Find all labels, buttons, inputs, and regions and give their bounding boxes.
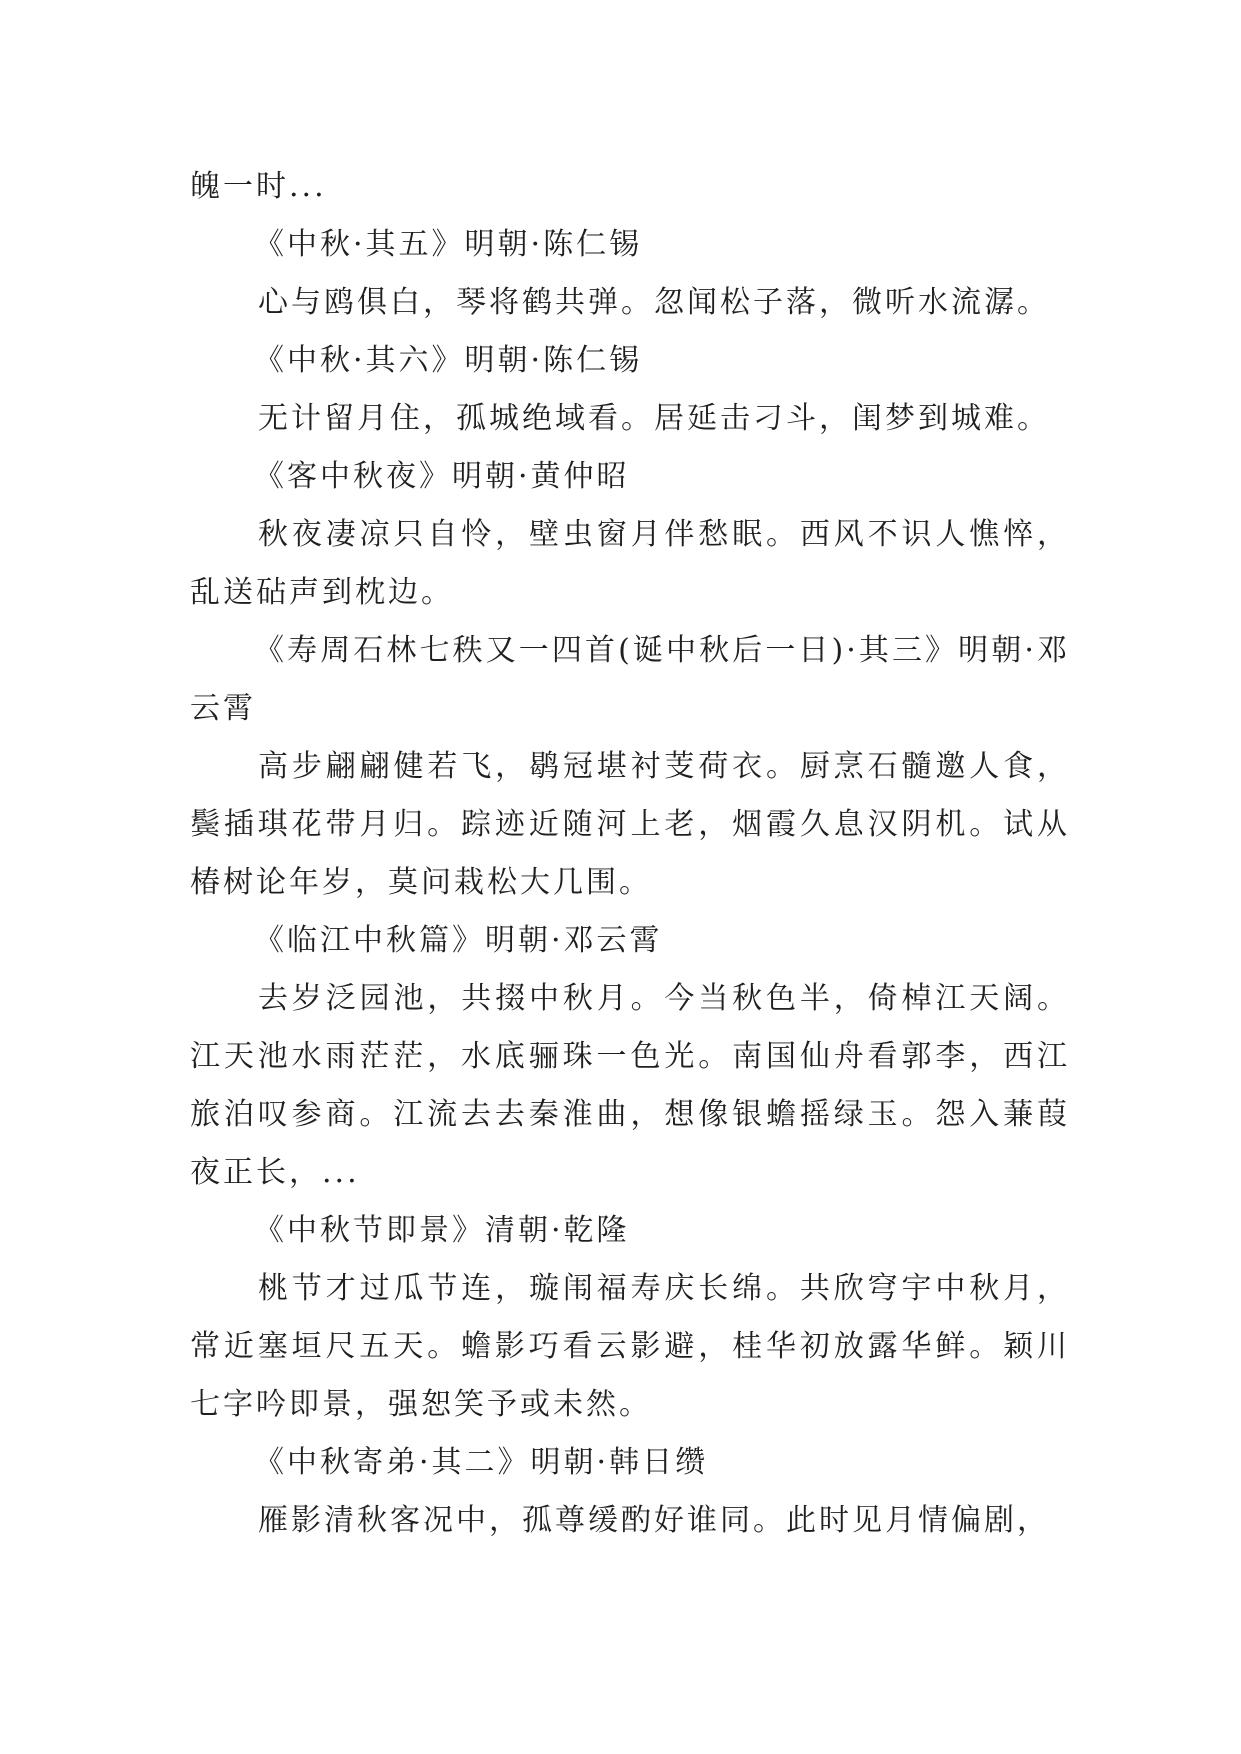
poem-title: 《寿周石林七秩又一四首(诞中秋后一日)·其三》明朝·邓云霄 [190, 633, 1070, 726]
poem-verse: 秋夜凄凉只自怜，壁虫窗月伴愁眠。西风不识人憔悴，乱送砧声到枕边。 [190, 517, 1070, 610]
poem-title: 《客中秋夜》明朝·黄仲昭 [254, 459, 630, 494]
poem-verse: 心与鸥俱白，琴将鹤共弹。忽闻松子落，微听水流潺。 [258, 285, 1050, 320]
continuation-line: 魄一时... [190, 169, 327, 204]
poem-title: 《中秋节即景》清朝·乾隆 [254, 1213, 630, 1248]
poem-title: 《中秋·其六》明朝·陈仁锡 [254, 343, 643, 378]
poem-title: 《临江中秋篇》明朝·邓云霄 [254, 923, 663, 958]
poem-title: 《中秋·其五》明朝·陈仁锡 [254, 227, 643, 262]
poem-verse: 无计留月住，孤城绝域看。居延击刁斗，闺梦到城难。 [258, 401, 1050, 436]
poem-verse: 桃节才过瓜节连，璇闱福寿庆长绵。共欣穹宇中秋月，常近塞垣尺五天。蟾影巧看云影避，桂华初放露华鲜。颖川七字吟即景，强恕笑予或未然。 [190, 1271, 1070, 1422]
poem-verse: 雁影清秋客况中，孤尊缓酌好谁同。此时见月情偏剧， [258, 1503, 1050, 1538]
poem-verse: 高步翩翩健若飞，鹖冠堪衬芰荷衣。厨烹石髓邀人食，鬓插琪花带月归。踪迹近随河上老，烟霞久息汉阴机。试从椿树论年岁，莫问栽松大几围。 [190, 749, 1070, 900]
poem-verse: 去岁泛园池，共掇中秋月。今当秋色半，倚棹江天阔。江天池水雨茫茫，水底骊珠一色光。南国仙舟看郭李，西江旅泊叹参商。江流去去秦淮曲，想像银蟾摇绿玉。怨入蒹葭夜正长，... [190, 981, 1070, 1190]
poem-collection-text [190, 158, 1070, 1550]
poem-title: 《中秋寄弟·其二》明朝·韩日缵 [254, 1445, 709, 1480]
